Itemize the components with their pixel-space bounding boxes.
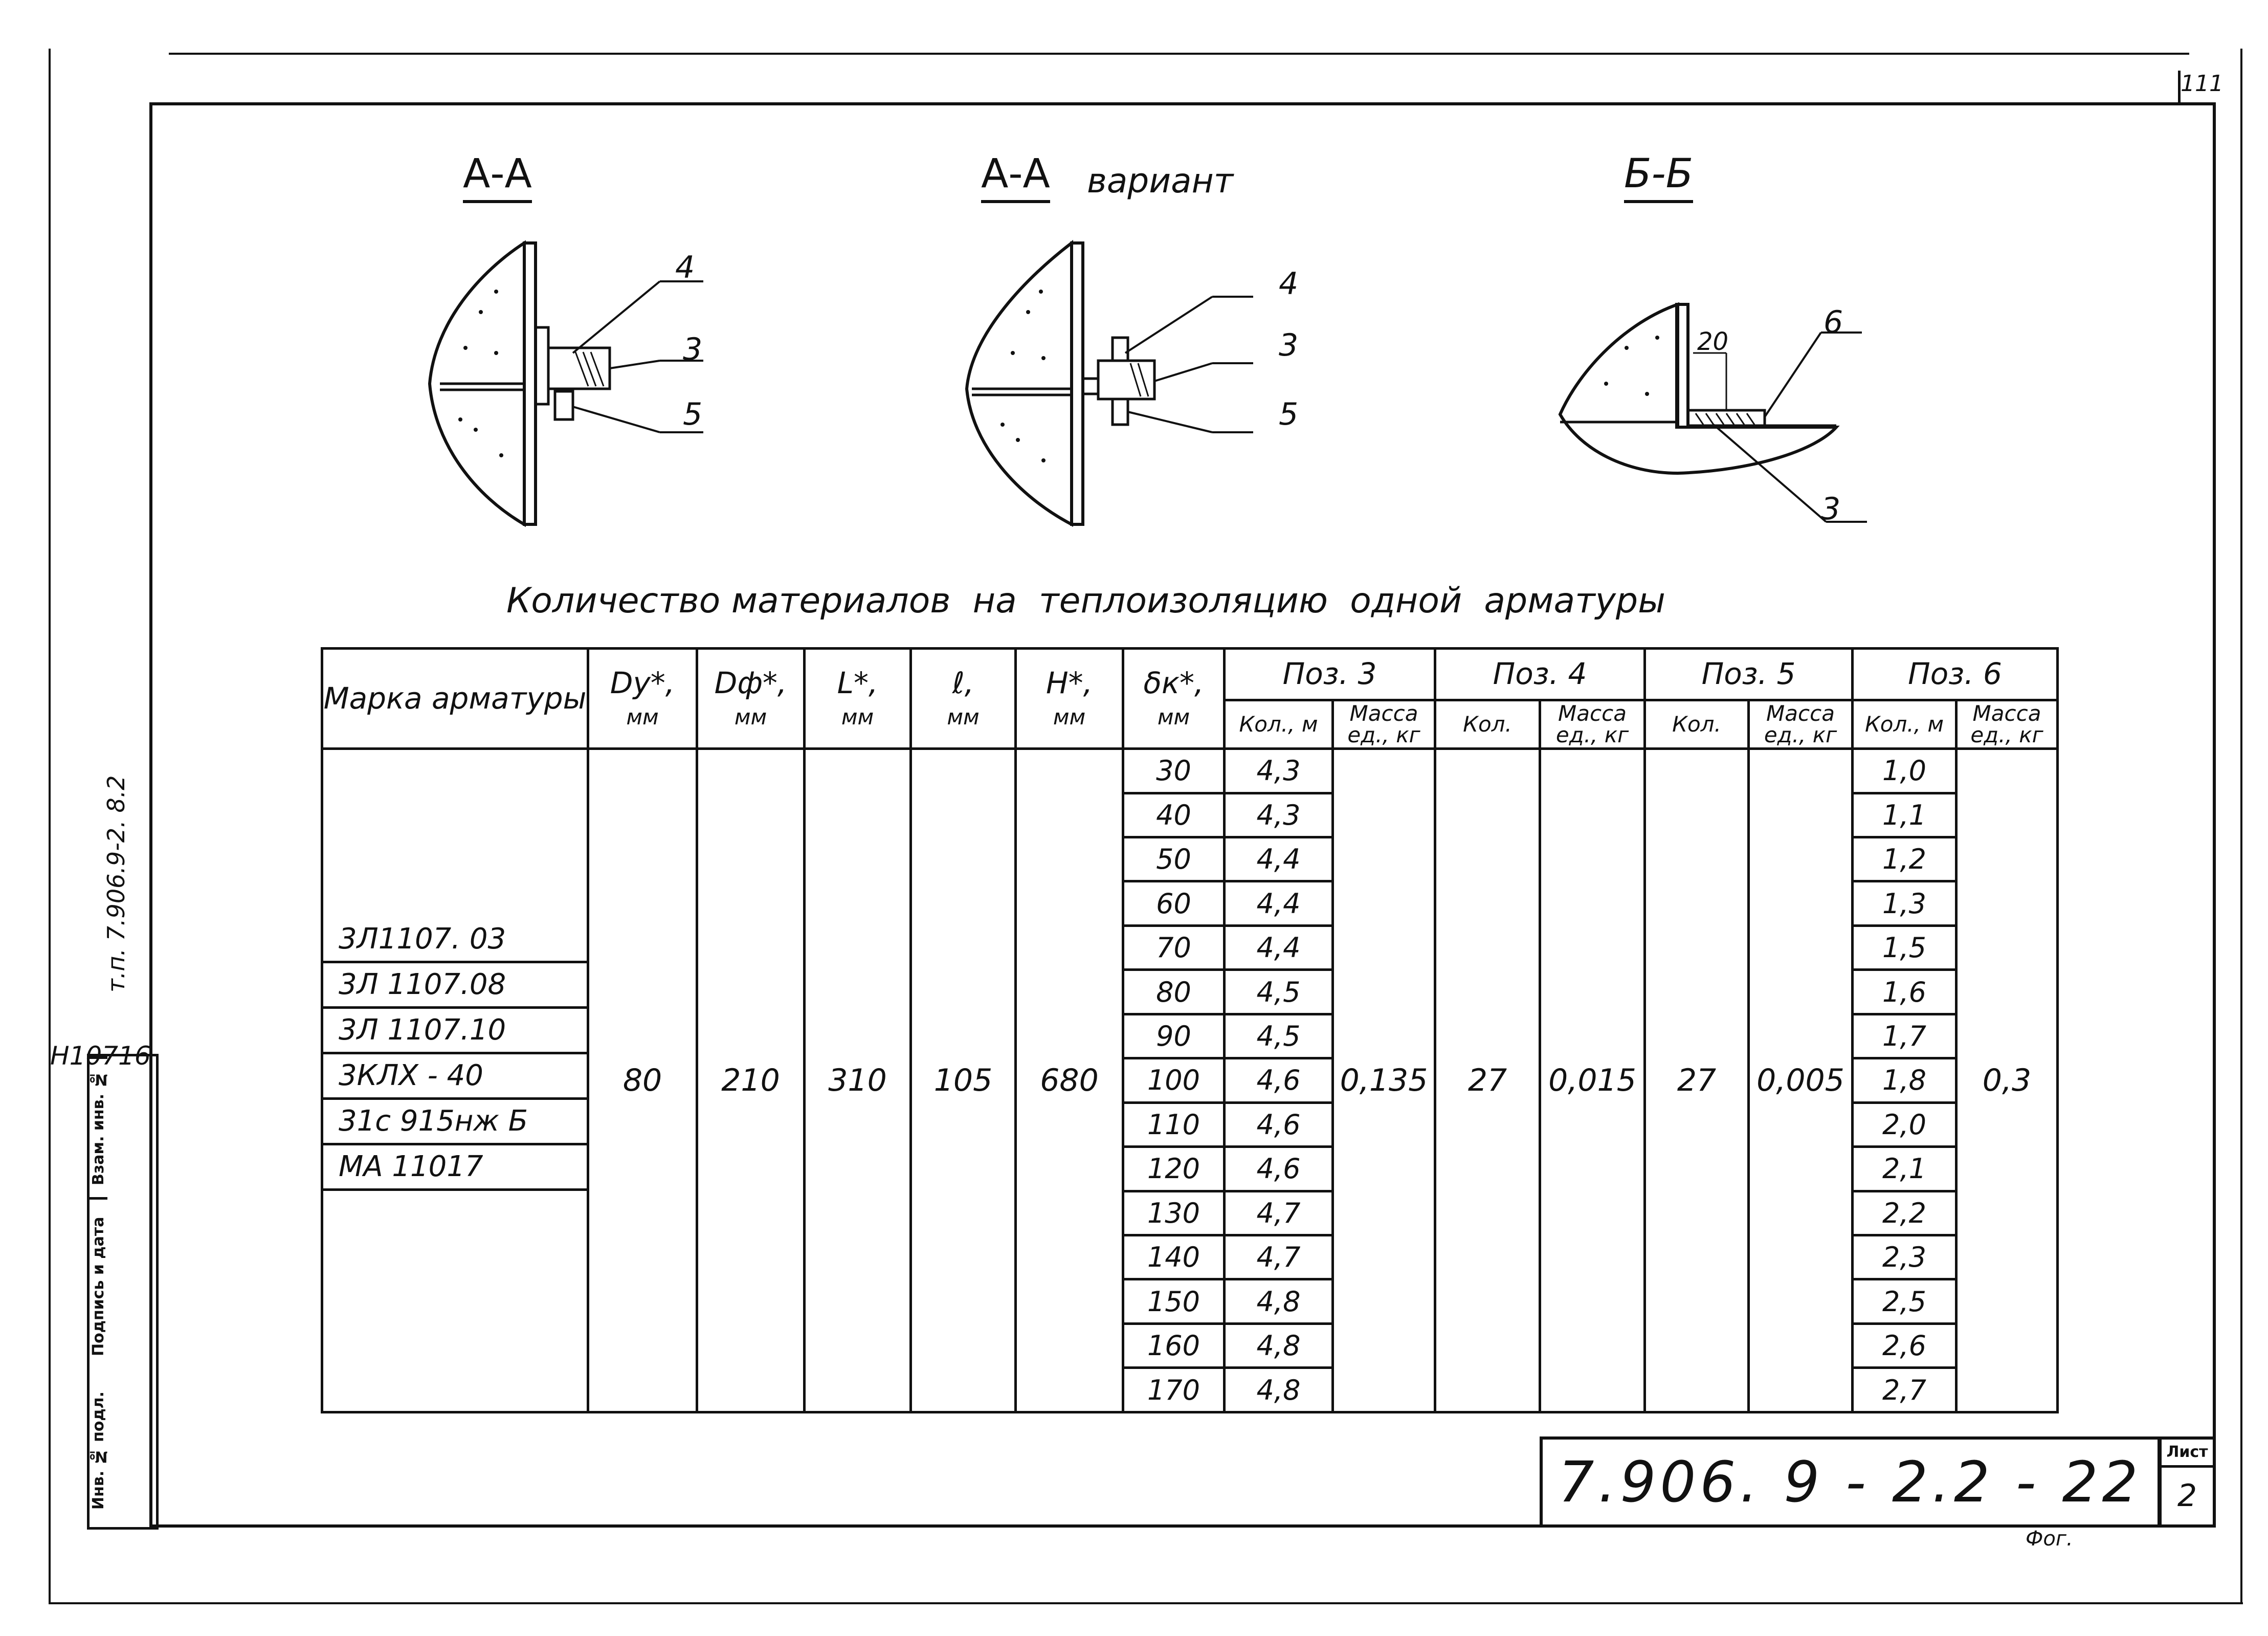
header-L: L*, мм — [805, 649, 911, 749]
marka-item: 31с 915нж Б — [323, 1100, 587, 1145]
header-poz6: Поз. 6 — [1853, 649, 2058, 700]
cell-poz6-kol: 1,5 — [1853, 925, 1956, 969]
marka-item: 3Л 1107.08 — [323, 963, 587, 1009]
table-row — [322, 749, 2058, 793]
cell-poz6-kol: 1,6 — [1853, 970, 1956, 1014]
left-margin-line — [49, 49, 51, 1604]
cell-dk: 60 — [1123, 881, 1225, 925]
callout-aav-3: 3 — [1279, 327, 1299, 363]
header-dy: Dу*, мм — [588, 649, 697, 749]
sheet-label: Лист — [2162, 1440, 2213, 1468]
cell-poz3-kol: 4,6 — [1225, 1147, 1333, 1191]
callout-aa-3: 3 — [683, 331, 703, 367]
top-margin-line — [169, 53, 2189, 55]
header-l: ℓ, мм — [911, 649, 1016, 749]
cell-poz6-kol: 2,0 — [1853, 1102, 1956, 1146]
cell-poz6-kol: 1,2 — [1853, 837, 1956, 881]
section-title-bb: Б-Б — [1624, 151, 1693, 203]
header-df: Dф*, мм — [697, 649, 805, 749]
cell-poz3-kol: 4,6 — [1225, 1058, 1333, 1102]
cell-poz3-kol: 4,7 — [1225, 1235, 1333, 1279]
header-H: H*, мм — [1016, 649, 1123, 749]
cell-H: 680 — [1016, 749, 1123, 1412]
doc-code: 7.906. 9 - 2.2 - 22 — [1558, 1449, 2142, 1515]
side-tp-code: т.п. 7.906.9-2. 8.2 — [102, 775, 130, 992]
cell-dk: 40 — [1123, 793, 1225, 837]
subheader-poz5-massa: Масса ед., кг — [1749, 700, 1853, 749]
callout-aav-4: 4 — [1279, 266, 1299, 302]
subheader-poz3-kol: Кол., м — [1225, 700, 1333, 749]
cell-poz3-kol: 4,7 — [1225, 1191, 1333, 1235]
cell-poz3-kol: 4,4 — [1225, 925, 1333, 969]
cell-dy: 80 — [588, 749, 697, 1412]
sheet-number: 2 — [2177, 1478, 2197, 1514]
cell-poz4-kol: 27 — [1435, 749, 1540, 1412]
cell-poz6-kol: 1,1 — [1853, 793, 1956, 837]
cell-poz6-kol: 1,3 — [1853, 881, 1956, 925]
cell-dk: 90 — [1123, 1014, 1225, 1058]
cell-dk: 130 — [1123, 1191, 1225, 1235]
header-dk: δк*, мм — [1123, 649, 1225, 749]
stamp-podpis: Подпись и дата — [90, 1197, 107, 1374]
subheader-poz4-kol: Кол. — [1435, 700, 1540, 749]
cell-poz6-kol: 1,0 — [1853, 749, 1956, 793]
table-title: Количество материалов на теплоизоляцию одной арматуры — [506, 581, 1665, 621]
cell-dk: 170 — [1123, 1368, 1225, 1412]
subheader-poz3-massa: Масса ед., кг — [1333, 700, 1435, 749]
cell-L: 310 — [805, 749, 911, 1412]
callout-bb-3: 3 — [1821, 491, 1841, 527]
section-aa-drawing — [419, 235, 747, 542]
header-poz3: Поз. 3 — [1225, 649, 1435, 700]
side-stamp — [87, 1054, 159, 1530]
subheader-poz4-massa: Масса ед., кг — [1540, 700, 1645, 749]
cell-poz4-massa: 0,015 — [1540, 749, 1645, 1412]
cell-poz6-kol: 2,5 — [1853, 1279, 1956, 1323]
cell-dk: 140 — [1123, 1235, 1225, 1279]
marka-item: 3КЛХ - 40 — [323, 1054, 587, 1100]
cell-dk: 50 — [1123, 837, 1225, 881]
callout-aav-5: 5 — [1279, 396, 1299, 432]
cell-l: 105 — [911, 749, 1016, 1412]
marka-item: 3Л1107. 03 — [323, 918, 587, 963]
cell-poz6-kol: 2,2 — [1853, 1191, 1956, 1235]
section-title-aa: А-А — [463, 151, 532, 203]
cell-poz3-kol: 4,5 — [1225, 1014, 1333, 1058]
cell-poz3-kol: 4,8 — [1225, 1279, 1333, 1323]
cell-poz6-massa: 0,3 — [1956, 749, 2058, 1412]
cell-poz6-kol: 2,7 — [1853, 1368, 1956, 1412]
marka-item: МА 11017 — [323, 1145, 587, 1191]
subheader-poz6-massa: Масса ед., кг — [1956, 700, 2058, 749]
cell-poz3-kol: 4,3 — [1225, 749, 1333, 793]
cell-dk: 160 — [1123, 1323, 1225, 1367]
cell-dk: 30 — [1123, 749, 1225, 793]
marka-item: 3Л 1107.10 — [323, 1009, 587, 1054]
corner-sheet-number: 111 — [2178, 71, 2210, 105]
cell-poz6-kol: 1,7 — [1853, 1014, 1956, 1058]
cell-poz6-kol: 2,1 — [1853, 1147, 1956, 1191]
doc-code-box — [1540, 1436, 2161, 1528]
subheader-poz5-kol: Кол. — [1645, 700, 1749, 749]
marka-list — [323, 918, 587, 1191]
cell-dk: 110 — [1123, 1102, 1225, 1146]
cell-dk: 120 — [1123, 1147, 1225, 1191]
cell-dk: 150 — [1123, 1279, 1225, 1323]
materials-table — [321, 647, 2059, 1413]
section-variant-word: вариант — [1087, 161, 1234, 201]
header-poz5: Поз. 5 — [1645, 649, 1853, 700]
side-inv-number: Н10716 — [50, 1041, 151, 1071]
cell-df: 210 — [697, 749, 805, 1412]
cell-poz3-kol: 4,5 — [1225, 970, 1333, 1014]
marka-cell — [322, 749, 588, 1412]
right-margin-line — [2240, 49, 2242, 1604]
cell-poz6-kol: 2,3 — [1853, 1235, 1956, 1279]
cell-dk: 80 — [1123, 970, 1225, 1014]
cell-poz6-kol: 2,6 — [1853, 1323, 1956, 1367]
callout-aa-5: 5 — [683, 396, 703, 432]
bottom-margin-line — [49, 1602, 2243, 1604]
cell-poz3-kol: 4,8 — [1225, 1368, 1333, 1412]
cell-poz3-kol: 4,4 — [1225, 881, 1333, 925]
callout-bb-dimension: 20 — [1697, 327, 1729, 356]
cell-poz5-kol: 27 — [1645, 749, 1749, 1412]
cell-dk: 100 — [1123, 1058, 1225, 1102]
cell-poz5-massa: 0,005 — [1749, 749, 1853, 1412]
subheader-poz6-kol: Кол., м — [1853, 700, 1956, 749]
callout-bb-6: 6 — [1824, 304, 1843, 340]
cell-poz3-massa: 0,135 — [1333, 749, 1435, 1412]
cell-poz3-kol: 4,6 — [1225, 1102, 1333, 1146]
cell-poz3-kol: 4,4 — [1225, 837, 1333, 881]
header-marka: Марка арматуры — [322, 649, 588, 749]
cell-dk: 70 — [1123, 925, 1225, 969]
header-poz4: Поз. 4 — [1435, 649, 1645, 700]
format-note: Фог. — [2026, 1527, 2073, 1551]
section-aa-variant-drawing — [957, 235, 1315, 542]
table-body — [322, 749, 2058, 1412]
cell-poz6-kol: 1,8 — [1853, 1058, 1956, 1102]
cell-poz3-kol: 4,3 — [1225, 793, 1333, 837]
stamp-inv: Инв. № подл. — [90, 1391, 107, 1510]
cell-poz3-kol: 4,8 — [1225, 1323, 1333, 1367]
section-title-aa-variant: А-А — [981, 151, 1050, 203]
stamp-vzam: Взам. инв. № — [90, 1056, 107, 1197]
callout-aa-4: 4 — [675, 250, 695, 285]
sheet-number-box — [2159, 1436, 2216, 1528]
